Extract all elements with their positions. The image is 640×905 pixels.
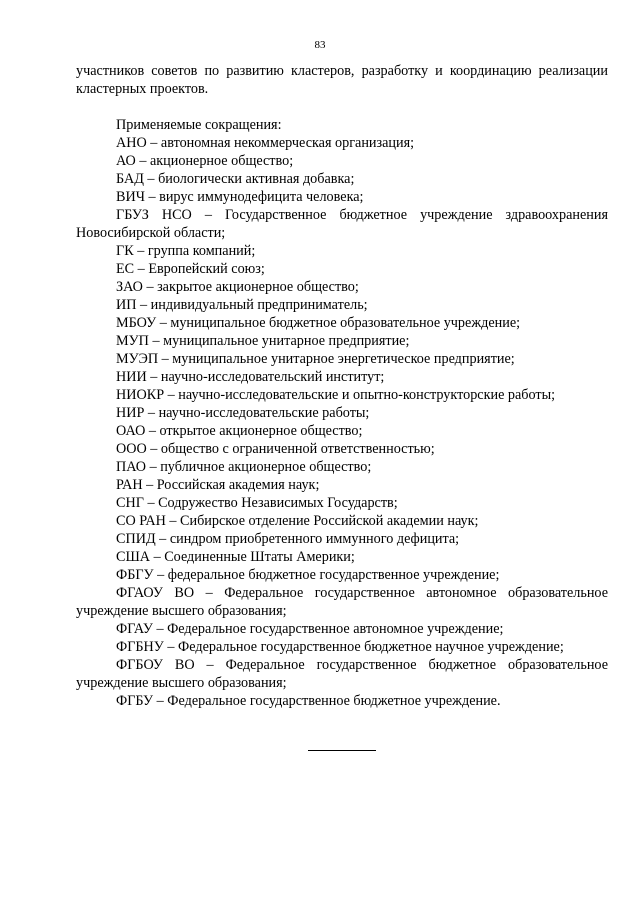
abbreviation-item: ПАО – публичное акционерное общество; [116, 459, 372, 475]
abbreviation-item: ВИЧ – вирус иммунодефицита человека; [116, 189, 364, 205]
abbreviation-item: БАД – биологически активная добавка; [116, 171, 355, 187]
end-divider [308, 750, 376, 751]
abbreviations-heading: Применяемые сокращения: [116, 117, 282, 133]
abbreviation-item: ООО – общество с ограниченной ответственностью; [116, 441, 435, 457]
abbreviation-item: ЕС – Европейский союз; [116, 261, 265, 277]
abbreviation-item: СНГ – Содружество Независимых Государств; [116, 495, 398, 511]
abbreviation-item: МУЭП – муниципальное унитарное энергетическое предприятие; [116, 351, 515, 367]
abbreviation-item: ЗАО – закрытое акционерное общество; [116, 279, 359, 295]
paragraph-spacer [76, 98, 608, 116]
abbreviation-item: НИОКР – научно-исследовательские и опытно-конструкторские работы; [116, 387, 556, 403]
document-body [76, 62, 608, 710]
intro-paragraph: участников советов по развитию кластеров, разработку и координацию реализации кластерных проектов. [76, 63, 608, 97]
abbreviation-item: ОАО – открытое акционерное общество; [116, 423, 363, 439]
abbreviation-item: США – Соединенные Штаты Америки; [116, 549, 355, 565]
page-number: 83 [314, 39, 326, 51]
abbreviation-item: НИР – научно-исследовательские работы; [116, 405, 370, 421]
abbreviation-item: ФГБНУ – Федеральное государственное бюджетное научное учреждение; [116, 639, 564, 655]
abbreviation-item: ФБГУ – федеральное бюджетное государственное учреждение; [116, 567, 500, 583]
abbreviation-item: МБОУ – муниципальное бюджетное образовательное учреждение; [116, 315, 521, 331]
abbreviation-item: АНО – автономная некоммерческая организация; [116, 135, 415, 151]
abbreviation-item: ФГБОУ ВО – Федеральное государственное бюджетное образовательное учреждение высшего образования; [76, 657, 608, 691]
abbreviation-item: АО – акционерное общество; [116, 153, 294, 169]
abbreviations-list [76, 134, 608, 710]
abbreviation-item: ФГАОУ ВО – Федеральное государственное автономное образовательное учреждение высшего образования; [76, 585, 608, 619]
abbreviation-item: РАН – Российская академия наук; [116, 477, 320, 493]
abbreviation-item: ГК – группа компаний; [116, 243, 256, 259]
abbreviation-item: ФГАУ – Федеральное государственное автономное учреждение; [116, 621, 504, 637]
abbreviation-item: ГБУЗ НСО – Государственное бюджетное учреждение здравоохранения Новосибирской области; [76, 207, 608, 241]
abbreviation-item: ИП – индивидуальный предприниматель; [116, 297, 368, 313]
abbreviation-item: МУП – муниципальное унитарное предприятие; [116, 333, 410, 349]
abbreviation-item: СО РАН – Сибирское отделение Российской академии наук; [116, 513, 479, 529]
abbreviation-item: НИИ – научно-исследовательский институт; [116, 369, 385, 385]
abbreviation-item: ФГБУ – Федеральное государственное бюджетное учреждение. [116, 693, 501, 709]
abbreviation-item: СПИД – синдром приобретенного иммунного дефицита; [116, 531, 460, 547]
